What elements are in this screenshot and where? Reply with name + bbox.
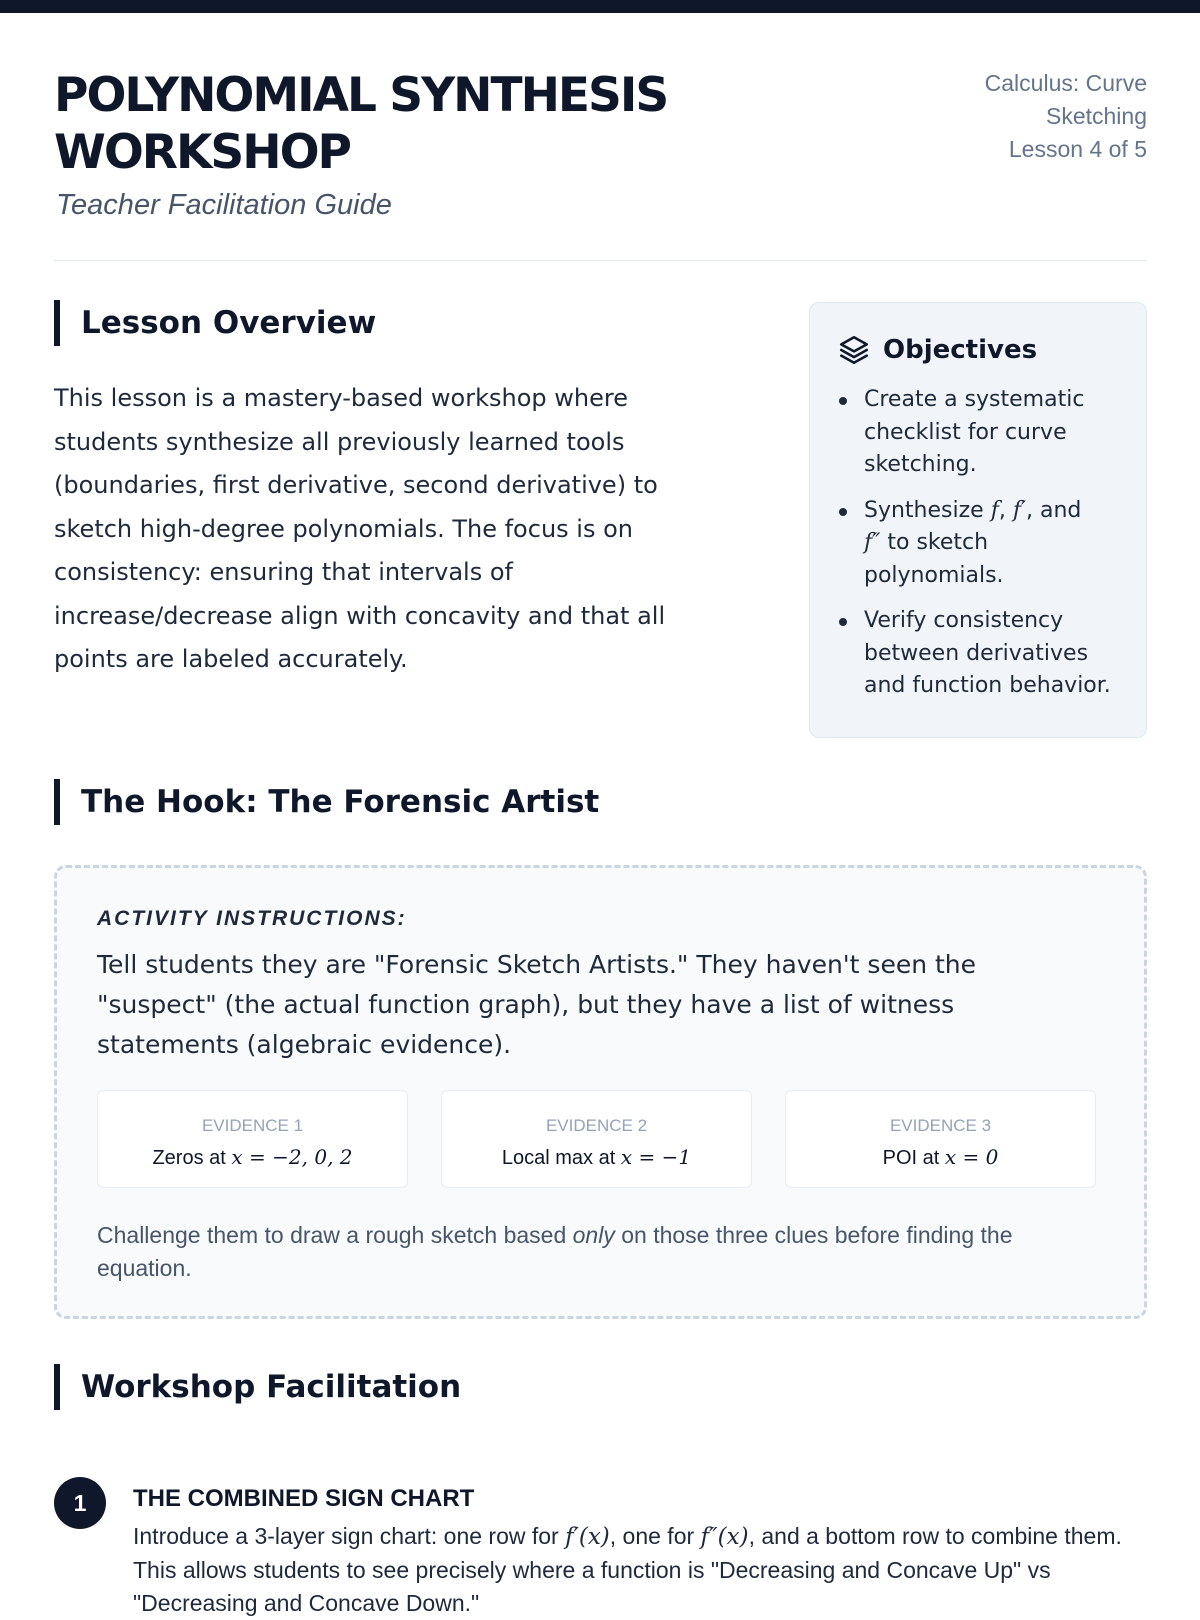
evidence-math: x = 0 <box>944 1145 999 1169</box>
objective-text-2-pre: Synthesize <box>864 497 991 523</box>
section-heading-hook: The Hook: The Forensic Artist <box>54 779 599 825</box>
course-name-line2: Sketching <box>1045 103 1147 129</box>
objective-text-2-sep2: , and <box>1025 497 1082 523</box>
evidence-math: x = −1 <box>620 1145 692 1169</box>
step-text-pre: Introduce a 3-layer sign chart: one row for <box>133 1523 566 1549</box>
evidence-card <box>97 1090 408 1188</box>
math-f-double-prime: f″ <box>864 530 881 555</box>
evidence-math: x = −2, 0, 2 <box>231 1145 353 1169</box>
lesson-number: Lesson 4 of 5 <box>1008 136 1147 162</box>
evidence-prefix: Local max at <box>501 1147 621 1169</box>
evidence-card <box>785 1090 1096 1188</box>
objectives-title: Objectives <box>883 335 1038 365</box>
course-meta <box>907 67 1147 166</box>
evidence-value <box>442 1145 751 1170</box>
evidence-label: EVIDENCE 3 <box>889 1116 992 1135</box>
activity-note <box>97 1219 1097 1285</box>
evidence-label: EVIDENCE 1 <box>201 1116 304 1135</box>
objectives-box <box>809 302 1147 738</box>
step-text-mid: , one for <box>609 1523 701 1549</box>
objective-text-2-sep1: , <box>998 497 1013 523</box>
objective-text-1: Create a systematic checklist for curve sketching. <box>864 387 1085 477</box>
page-header <box>54 13 1147 261</box>
evidence-label: EVIDENCE 2 <box>545 1116 648 1135</box>
overview-text: This lesson is a mastery-based workshop where students synthesize all previously learned tools (boundaries, first derivative, second derivative) to sketch high-degree polynomials. The focus is on consistency: ensuring that intervals of increase/decrease align with concavity and that all points are labeled accurately. <box>54 384 666 673</box>
layers-icon <box>837 333 871 367</box>
evidence-value <box>98 1145 407 1170</box>
section-heading-workshop: Workshop Facilitation <box>54 1364 461 1410</box>
note-text-post: on those three clues before finding the equation. <box>97 1222 1013 1281</box>
activity-label: ACTIVITY INSTRUCTIONS: <box>97 907 407 930</box>
objectives-header <box>837 333 1124 367</box>
math-f-prime-x: f′(x) <box>565 1524 610 1550</box>
note-text-pre: Challenge them to draw a rough sketch based <box>97 1222 573 1248</box>
objective-item <box>837 495 1124 593</box>
activity-box <box>54 865 1147 1319</box>
top-accent-bar <box>0 0 1200 13</box>
page-subtitle: Teacher Facilitation Guide <box>56 189 392 221</box>
evidence-value <box>786 1145 1095 1170</box>
section-heading-overview: Lesson Overview <box>54 300 376 346</box>
evidence-prefix: Zeros at <box>152 1147 232 1169</box>
math-f: f <box>990 497 999 523</box>
objectives-list <box>837 384 1124 703</box>
step-text-post: , and a bottom row to combine them. This allows students to see precisely where a function is "Decreasing and Concave Up" vs "Decreasing and Concave Down." <box>133 1523 1122 1616</box>
evidence-card <box>441 1090 752 1188</box>
step-title: THE COMBINED SIGN CHART <box>133 1485 475 1512</box>
objective-item <box>837 384 1124 482</box>
objective-text-2-post: to sketch polynomials. <box>864 530 1004 588</box>
step-number-badge: 1 <box>54 1477 106 1529</box>
guide-page <box>54 13 1147 1616</box>
activity-instructions: Tell students they are "Forensic Sketch Artists." They haven't seen the "suspect" (the actual function graph), but they have a list of witness statements (algebraic evidence). <box>97 950 977 1059</box>
math-f-prime: f′ <box>1012 497 1026 523</box>
step-description <box>133 1520 1143 1620</box>
page-title: POLYNOMIAL SYNTHESIS WORKSHOP <box>54 68 668 180</box>
evidence-prefix: POI at <box>882 1147 945 1169</box>
objective-text-3: Verify consistency between derivatives and function behavior. <box>864 608 1111 698</box>
objective-item <box>837 605 1124 703</box>
course-name-line1: Calculus: Curve <box>984 70 1147 96</box>
note-emphasis: only <box>572 1222 615 1248</box>
math-f-double-prime-x: f″(x) <box>700 1524 749 1550</box>
